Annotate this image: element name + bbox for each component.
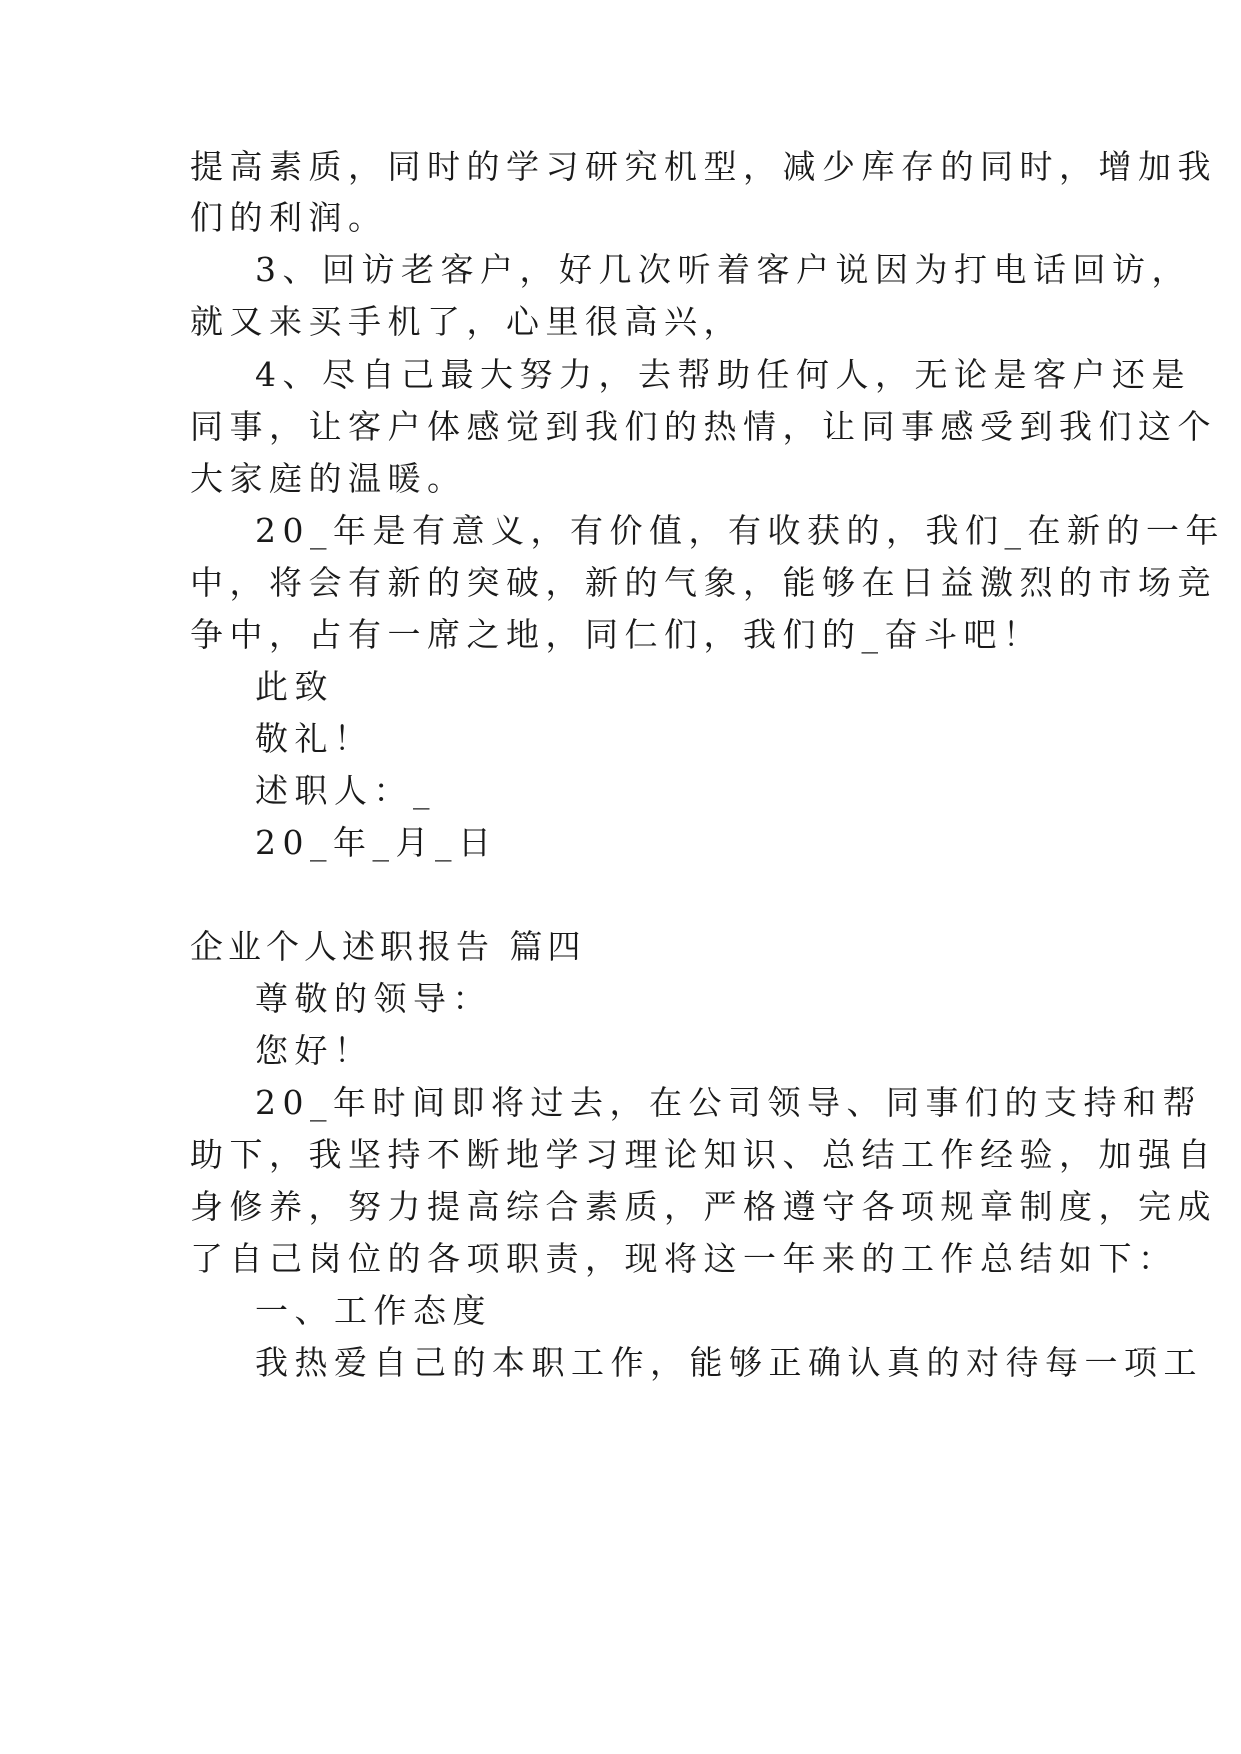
paragraph-line: 20_年时间即将过去，在公司领导、同事们的支持和帮: [255, 1083, 1202, 1122]
closing-salutation: 此致: [255, 667, 334, 706]
paragraph-line: 助下，我坚持不断地学习理论知识、总结工作经验，加强自: [190, 1135, 1217, 1174]
paragraph-line: 20_年是有意义，有价值，有收获的，我们_在新的一年: [255, 511, 1225, 550]
paragraph-line: 大家庭的温暖。: [190, 459, 467, 498]
paragraph-line: 们的利润。: [190, 198, 388, 237]
paragraph-line: 我热爱自己的本职工作，能够正确认真的对待每一项工: [255, 1343, 1203, 1382]
section-heading: 企业个人述职报告 篇四: [190, 927, 586, 966]
paragraph-line: 同事，让客户体感觉到我们的热情，让同事感受到我们这个: [190, 407, 1217, 446]
paragraph-line: 中，将会有新的突破，新的气象，能够在日益激烈的市场竞: [190, 563, 1217, 602]
greeting-line: 尊敬的领导：: [255, 979, 492, 1018]
paragraph-line: 4、尽自己最大努力，去帮助任何人，无论是客户还是: [255, 355, 1191, 394]
paragraph-line: 争中，占有一席之地，同仁们，我们的_奋斗吧！: [190, 615, 1043, 654]
subsection-heading: 一、工作态度: [255, 1291, 492, 1330]
paragraph-line: 了自己岗位的各项职责，现将这一年来的工作总结如下：: [190, 1239, 1178, 1278]
paragraph-line: 身修养，努力提高综合素质，严格遵守各项规章制度，完成: [190, 1187, 1217, 1226]
paragraph-line: 就又来买手机了，心里很高兴，: [190, 302, 743, 341]
paragraph-line: 3、回访老客户，好几次听着客户说因为打电话回访，: [255, 250, 1191, 289]
closing-regards: 敬礼！: [255, 719, 374, 758]
date-line: 20_年_月_日: [255, 823, 498, 862]
greeting-line: 您好！: [255, 1031, 374, 1070]
paragraph-line: 提高素质，同时的学习研究机型，减少库存的同时，增加我: [190, 147, 1217, 186]
reporter-line: 述职人：_: [255, 771, 436, 810]
